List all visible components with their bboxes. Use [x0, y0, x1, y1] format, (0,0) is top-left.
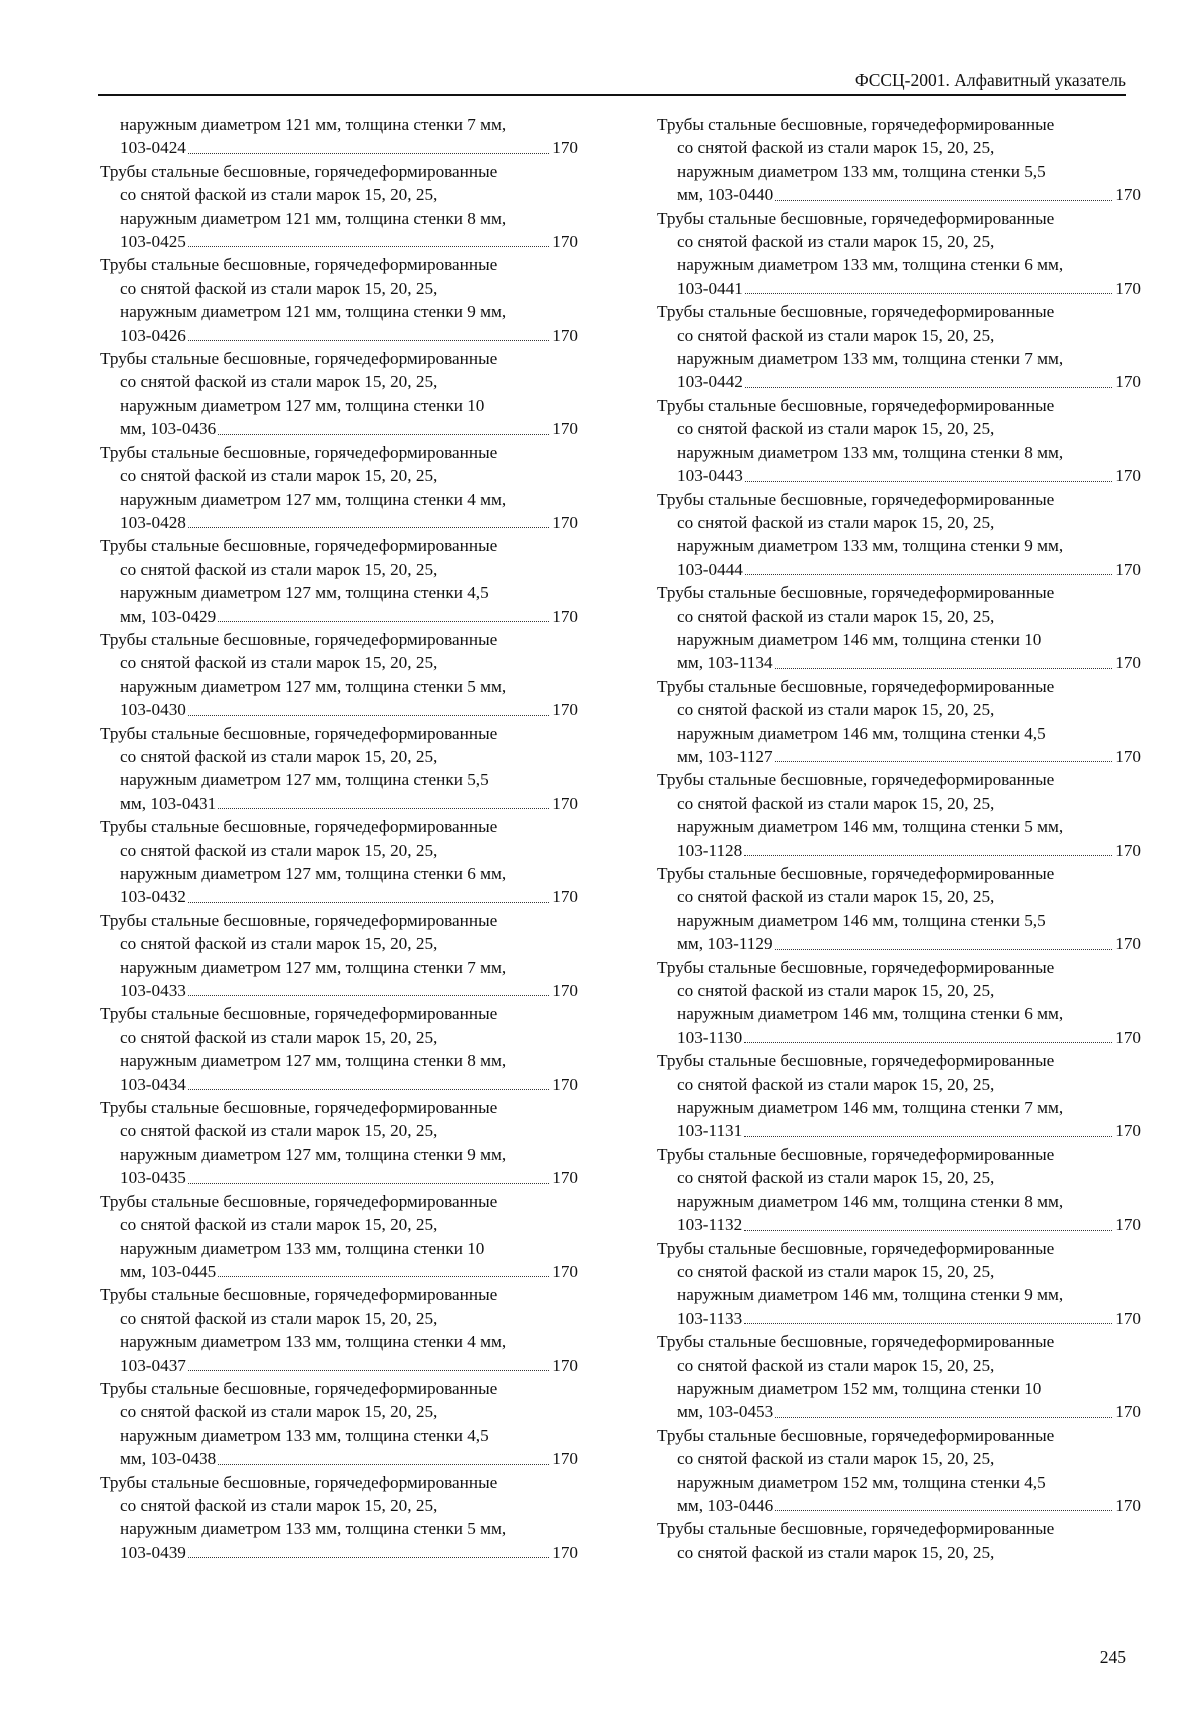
entry-text-line: наружным диаметром 133 мм, толщина стенки 4,5: [120, 1425, 489, 1445]
dot-leader: [744, 1213, 1112, 1230]
index-entry: [100, 113, 578, 160]
entry-reference-line: [100, 605, 578, 628]
entry-reference-line: [657, 839, 1141, 862]
entry-code: 103-0437: [120, 1355, 186, 1375]
index-entry: [657, 1517, 1141, 1564]
dot-leader: [744, 839, 1112, 856]
entry-page-ref: 170: [552, 1542, 578, 1562]
entry-text-line: со снятой фаской из стали марок 15, 20, 25,: [120, 1027, 438, 1047]
entry-text-line: Трубы стальные бесшовные, горячедеформированные: [657, 489, 1055, 509]
index-entry: [657, 956, 1141, 1050]
dot-leader: [775, 651, 1113, 668]
entry-code: мм, 103-0446: [677, 1495, 774, 1515]
entry-reference-line: [657, 558, 1141, 581]
running-title: ФССЦ-2001. Алфавитный указатель: [854, 70, 1126, 90]
index-column-left: [100, 113, 578, 1564]
entry-text-line: со снятой фаской из стали марок 15, 20, 25,: [120, 934, 438, 954]
entry-reference-line: [100, 136, 578, 159]
entry-reference-line: [657, 1307, 1141, 1330]
entry-reference-line: [657, 745, 1141, 768]
entry-text-line: со снятой фаской из стали марок 15, 20, 25,: [120, 1402, 438, 1422]
entry-reference-line: [100, 1541, 578, 1564]
entry-text-line: наружным диаметром 127 мм, толщина стенки 9 мм,: [120, 1144, 507, 1164]
index-entry: [100, 347, 578, 441]
entry-text-line: со снятой фаской из стали марок 15, 20, 25,: [120, 1215, 438, 1235]
entry-code: 103-0435: [120, 1168, 186, 1188]
entry-text-line: наружным диаметром 133 мм, толщина стенки 8 мм,: [677, 442, 1064, 462]
dot-leader: [188, 885, 549, 902]
entry-text-line: Трубы стальные бесшовные, горячедеформированные: [100, 910, 498, 930]
index-entry: [657, 300, 1141, 394]
index-entry: [657, 768, 1141, 862]
dot-leader: [188, 1354, 549, 1371]
entry-page-ref: 170: [552, 606, 578, 626]
entry-reference-line: [100, 1073, 578, 1096]
entry-code: 103-0442: [677, 372, 743, 392]
entry-page-ref: 170: [1115, 466, 1141, 486]
entry-reference-line: [657, 277, 1141, 300]
entry-text-line: Трубы стальные бесшовные, горячедеформированные: [657, 208, 1055, 228]
entry-page-ref: 170: [1115, 1308, 1141, 1328]
entry-text-line: наружным диаметром 133 мм, толщина стенки 9 мм,: [677, 536, 1064, 556]
dot-leader: [745, 464, 1112, 481]
entry-text-line: со снятой фаской из стали марок 15, 20, 25,: [120, 1495, 438, 1515]
entry-text-line: со снятой фаской из стали марок 15, 20, 25,: [677, 981, 995, 1001]
entry-text-line: наружным диаметром 121 мм, толщина стенки 7 мм,: [120, 115, 507, 134]
page-header: [98, 70, 1126, 96]
entry-page-ref: 170: [1115, 1215, 1141, 1235]
entry-text-line: со снятой фаской из стали марок 15, 20, 25,: [677, 700, 995, 720]
index-entry: [657, 207, 1141, 301]
entry-reference-line: [100, 1166, 578, 1189]
entry-page-ref: 170: [552, 1449, 578, 1469]
entry-text-line: со снятой фаской из стали марок 15, 20, 25,: [677, 1261, 995, 1281]
entry-code: мм, 103-0436: [120, 419, 217, 439]
dot-leader: [218, 417, 549, 434]
entry-text-line: со снятой фаской из стали марок 15, 20, 25,: [120, 466, 438, 486]
entry-reference-line: [100, 698, 578, 721]
entry-code: 103-0425: [120, 232, 186, 252]
entry-text-line: Трубы стальные бесшовные, горячедеформированные: [657, 1332, 1055, 1352]
entry-page-ref: 170: [1115, 1027, 1141, 1047]
entry-text-line: Трубы стальные бесшовные, горячедеформированные: [100, 1098, 498, 1118]
entry-text-line: наружным диаметром 133 мм, толщина стенки 6 мм,: [677, 255, 1064, 275]
dot-leader: [188, 136, 549, 153]
entry-code: мм, 103-0440: [677, 185, 774, 205]
entry-page-ref: 170: [552, 793, 578, 813]
entry-reference-line: [657, 183, 1141, 206]
entry-text-line: со снятой фаской из стали марок 15, 20, 25,: [677, 1355, 995, 1375]
entry-text-line: наружным диаметром 133 мм, толщина стенки 7 мм,: [677, 349, 1064, 369]
index-entry: [100, 722, 578, 816]
entry-reference-line: [657, 1213, 1141, 1236]
entry-page-ref: 170: [552, 1261, 578, 1281]
entry-text-line: наружным диаметром 146 мм, толщина стенки 8 мм,: [677, 1191, 1064, 1211]
entry-text-line: со снятой фаской из стали марок 15, 20, 25,: [677, 1074, 995, 1094]
entry-reference-line: [100, 1354, 578, 1377]
entry-page-ref: 170: [552, 232, 578, 252]
entry-text-line: наружным диаметром 133 мм, толщина стенки 10: [120, 1238, 485, 1258]
index-entry: [657, 1424, 1141, 1518]
dot-leader: [188, 230, 549, 247]
entry-page-ref: 170: [1115, 559, 1141, 579]
entry-page-ref: 170: [552, 1168, 578, 1188]
index-entry: [657, 1330, 1141, 1424]
entry-text-line: Трубы стальные бесшовные, горячедеформированные: [100, 161, 498, 181]
dot-leader: [218, 605, 549, 622]
entry-text-line: Трубы стальные бесшовные, горячедеформированные: [100, 442, 498, 462]
entry-text-line: со снятой фаской из стали марок 15, 20, 25,: [120, 746, 438, 766]
entry-reference-line: [657, 1026, 1141, 1049]
entry-page-ref: 170: [552, 1074, 578, 1094]
entry-text-line: Трубы стальные бесшовные, горячедеформированные: [100, 817, 498, 837]
entry-reference-line: [657, 1119, 1141, 1142]
entry-code: 103-0433: [120, 981, 186, 1001]
dot-leader: [218, 1447, 549, 1464]
dot-leader: [188, 511, 549, 528]
entry-code: 103-0428: [120, 512, 186, 532]
dot-leader: [188, 324, 549, 341]
entry-text-line: наружным диаметром 146 мм, толщина стенки 5,5: [677, 910, 1046, 930]
entry-text-line: наружным диаметром 121 мм, толщина стенки 8 мм,: [120, 208, 507, 228]
entry-text-line: наружным диаметром 127 мм, толщина стенки 5,5: [120, 770, 489, 790]
entry-text-line: со снятой фаской из стали марок 15, 20, 25,: [120, 653, 438, 673]
index-entry: [657, 394, 1141, 488]
entry-page-ref: 170: [1115, 653, 1141, 673]
dot-leader: [745, 277, 1112, 294]
entry-text-line: со снятой фаской из стали марок 15, 20, 25,: [677, 1542, 995, 1562]
entry-text-line: Трубы стальные бесшовные, горячедеформированные: [657, 1051, 1055, 1071]
entry-text-line: наружным диаметром 133 мм, толщина стенки 5,5: [677, 161, 1046, 181]
entry-text-line: со снятой фаской из стали марок 15, 20, 25,: [120, 1308, 438, 1328]
entry-page-ref: 170: [552, 512, 578, 532]
index-entry: [100, 1190, 578, 1284]
entry-text-line: наружным диаметром 152 мм, толщина стенки 4,5: [677, 1472, 1046, 1492]
entry-code: 103-1130: [677, 1027, 743, 1047]
entry-reference-line: [657, 370, 1141, 393]
entry-code: мм, 103-1129: [677, 934, 773, 954]
entry-text-line: Трубы стальные бесшовные, горячедеформированные: [657, 1144, 1055, 1164]
index-entry: [100, 909, 578, 1003]
entry-text-line: Трубы стальные бесшовные, горячедеформированные: [657, 770, 1055, 790]
entry-text-line: со снятой фаской из стали марок 15, 20, 25,: [677, 793, 995, 813]
entry-reference-line: [657, 1494, 1141, 1517]
dot-leader: [188, 1541, 549, 1558]
index-entry: [100, 1002, 578, 1096]
dot-leader: [218, 1260, 549, 1277]
entry-text-line: наружным диаметром 146 мм, толщина стенки 10: [677, 629, 1042, 649]
entry-text-line: со снятой фаской из стали марок 15, 20, 25,: [677, 887, 995, 907]
entry-text-line: Трубы стальные бесшовные, горячедеформированные: [657, 1238, 1055, 1258]
dot-leader: [188, 1166, 549, 1183]
index-entry: [100, 534, 578, 628]
dot-leader: [745, 370, 1112, 387]
entry-text-line: Трубы стальные бесшовные, горячедеформированные: [657, 957, 1055, 977]
entry-code: 103-1132: [677, 1215, 743, 1235]
entry-text-line: со снятой фаской из стали марок 15, 20, 25,: [120, 559, 438, 579]
entry-reference-line: [100, 1260, 578, 1283]
entry-code: 103-0432: [120, 887, 186, 907]
entry-text-line: Трубы стальные бесшовные, горячедеформированные: [657, 395, 1055, 415]
dot-leader: [188, 1073, 549, 1090]
entry-code: 103-0441: [677, 278, 743, 298]
entry-page-ref: 170: [552, 138, 578, 158]
entry-text-line: Трубы стальные бесшовные, горячедеформированные: [100, 1285, 498, 1305]
index-entry: [100, 160, 578, 254]
entry-reference-line: [657, 464, 1141, 487]
entry-page-ref: 170: [1115, 372, 1141, 392]
entry-page-ref: 170: [1115, 185, 1141, 205]
entry-text-line: наружным диаметром 146 мм, толщина стенки 4,5: [677, 723, 1046, 743]
entry-text-line: наружным диаметром 127 мм, толщина стенки 7 мм,: [120, 957, 507, 977]
entry-text-line: Трубы стальные бесшовные, горячедеформированные: [100, 1472, 498, 1492]
entry-code: 103-0426: [120, 325, 186, 345]
entry-text-line: наружным диаметром 152 мм, толщина стенки 10: [677, 1378, 1042, 1398]
entry-text-line: со снятой фаской из стали марок 15, 20, 25,: [120, 185, 438, 205]
dot-leader: [188, 979, 549, 996]
entry-code: мм, 103-0431: [120, 793, 217, 813]
entry-text-line: наружным диаметром 127 мм, толщина стенки 8 мм,: [120, 1051, 507, 1071]
entry-text-line: Трубы стальные бесшовные, горячедеформированные: [100, 1004, 498, 1024]
index-entry: [100, 628, 578, 722]
entry-text-line: наружным диаметром 133 мм, толщина стенки 5 мм,: [120, 1519, 507, 1539]
dot-leader: [775, 932, 1113, 949]
entry-text-line: со снятой фаской из стали марок 15, 20, 25,: [677, 606, 995, 626]
dot-leader: [188, 698, 549, 715]
entry-text-line: наружным диаметром 127 мм, толщина стенки 10: [120, 395, 485, 415]
dot-leader: [775, 183, 1112, 200]
entry-code: 103-0424: [120, 138, 186, 158]
entry-text-line: со снятой фаской из стали марок 15, 20, 25,: [677, 232, 995, 252]
entry-code: мм, 103-0429: [120, 606, 217, 626]
index-entry: [100, 815, 578, 909]
entry-code: мм, 103-1134: [677, 653, 773, 673]
entry-code: 103-1128: [677, 840, 743, 860]
index-entry: [657, 488, 1141, 582]
entry-text-line: наружным диаметром 127 мм, толщина стенки 4 мм,: [120, 489, 507, 509]
index-entry: [100, 1096, 578, 1190]
index-entry: [657, 113, 1141, 207]
entry-text-line: со снятой фаской из стали марок 15, 20, 25,: [677, 1168, 995, 1188]
entry-page-ref: 170: [552, 325, 578, 345]
index-entry: [657, 675, 1141, 769]
entry-text-line: со снятой фаской из стали марок 15, 20, 25,: [677, 325, 995, 345]
index-entry: [100, 1471, 578, 1565]
entry-text-line: со снятой фаской из стали марок 15, 20, 25,: [120, 372, 438, 392]
entry-reference-line: [657, 651, 1141, 674]
entry-text-line: Трубы стальные бесшовные, горячедеформированные: [100, 1191, 498, 1211]
entry-text-line: наружным диаметром 146 мм, толщина стенки 5 мм,: [677, 817, 1064, 837]
entry-page-ref: 170: [1115, 278, 1141, 298]
entry-text-line: Трубы стальные бесшовные, горячедеформированные: [100, 536, 498, 556]
index-entry: [100, 1377, 578, 1471]
dot-leader: [218, 792, 549, 809]
entry-text-line: Трубы стальные бесшовные, горячедеформированные: [657, 1425, 1055, 1445]
entry-text-line: со снятой фаской из стали марок 15, 20, 25,: [677, 138, 995, 158]
page-number: 245: [1099, 1647, 1126, 1667]
entry-page-ref: 170: [552, 700, 578, 720]
index-entry: [657, 1143, 1141, 1237]
entry-page-ref: 170: [552, 1355, 578, 1375]
entry-text-line: со снятой фаской из стали марок 15, 20, 25,: [677, 1449, 995, 1469]
entry-text-line: наружным диаметром 146 мм, толщина стенки 6 мм,: [677, 1004, 1064, 1024]
entry-text-line: Трубы стальные бесшовные, горячедеформированные: [657, 302, 1055, 322]
entry-page-ref: 170: [1115, 840, 1141, 860]
entry-text-line: Трубы стальные бесшовные, горячедеформированные: [100, 255, 498, 275]
entry-text-line: Трубы стальные бесшовные, горячедеформированные: [657, 676, 1055, 696]
entry-code: 103-0439: [120, 1542, 186, 1562]
entry-text-line: со снятой фаской из стали марок 15, 20, 25,: [120, 840, 438, 860]
index-entry: [100, 253, 578, 347]
index-entry: [100, 1283, 578, 1377]
entry-code: мм, 103-1127: [677, 746, 773, 766]
entry-page-ref: 170: [552, 887, 578, 907]
entry-page-ref: 170: [1115, 1495, 1141, 1515]
entry-text-line: Трубы стальные бесшовные, горячедеформированные: [100, 723, 498, 743]
entry-text-line: наружным диаметром 121 мм, толщина стенки 9 мм,: [120, 302, 507, 322]
index-column-right: [657, 113, 1141, 1564]
entry-text-line: наружным диаметром 133 мм, толщина стенки 4 мм,: [120, 1332, 507, 1352]
entry-code: 103-0444: [677, 559, 743, 579]
entry-page-ref: 170: [552, 419, 578, 439]
entry-code: мм, 103-0445: [120, 1261, 217, 1281]
entry-code: 103-0443: [677, 466, 743, 486]
entry-text-line: Трубы стальные бесшовные, горячедеформированные: [657, 864, 1055, 883]
entry-code: 103-1131: [677, 1121, 743, 1141]
entry-code: мм, 103-0438: [120, 1449, 217, 1469]
entry-page-ref: 170: [1115, 1121, 1141, 1141]
entry-text-line: наружным диаметром 127 мм, толщина стенки 6 мм,: [120, 864, 507, 883]
entry-text-line: наружным диаметром 146 мм, толщина стенки 9 мм,: [677, 1285, 1064, 1305]
entry-reference-line: [100, 230, 578, 253]
entry-reference-line: [657, 1400, 1141, 1423]
entry-text-line: Трубы стальные бесшовные, горячедеформированные: [657, 1519, 1055, 1539]
dot-leader: [775, 1400, 1112, 1417]
entry-text-line: со снятой фаской из стали марок 15, 20, 25,: [677, 512, 995, 532]
entry-text-line: наружным диаметром 127 мм, толщина стенки 5 мм,: [120, 676, 507, 696]
entry-text-line: со снятой фаской из стали марок 15, 20, 25,: [120, 1121, 438, 1141]
index-entry: [657, 581, 1141, 675]
dot-leader: [744, 1119, 1112, 1136]
index-entry: [657, 1049, 1141, 1143]
index-entry: [657, 862, 1141, 956]
entry-page-ref: 170: [552, 981, 578, 1001]
entry-reference-line: [100, 792, 578, 815]
entry-code: 103-1133: [677, 1308, 743, 1328]
entry-reference-line: [100, 979, 578, 1002]
entry-code: 103-0430: [120, 700, 186, 720]
entry-code: мм, 103-0453: [677, 1402, 774, 1422]
dot-leader: [775, 1494, 1112, 1511]
index-entry: [657, 1237, 1141, 1331]
entry-text-line: со снятой фаской из стали марок 15, 20, 25,: [677, 419, 995, 439]
entry-text-line: Трубы стальные бесшовные, горячедеформированные: [100, 1378, 498, 1398]
dot-leader: [744, 1026, 1112, 1043]
entry-reference-line: [100, 885, 578, 908]
entry-text-line: Трубы стальные бесшовные, горячедеформированные: [100, 629, 498, 649]
entry-text-line: наружным диаметром 146 мм, толщина стенки 7 мм,: [677, 1098, 1064, 1118]
entry-text-line: наружным диаметром 127 мм, толщина стенки 4,5: [120, 583, 489, 603]
entry-page-ref: 170: [1115, 746, 1141, 766]
index-entry: [100, 441, 578, 535]
entry-reference-line: [100, 324, 578, 347]
entry-page-ref: 170: [1115, 934, 1141, 954]
entry-text-line: Трубы стальные бесшовные, горячедеформированные: [657, 583, 1055, 603]
entry-reference-line: [100, 511, 578, 534]
entry-code: 103-0434: [120, 1074, 186, 1094]
entry-text-line: со снятой фаской из стали марок 15, 20, 25,: [120, 278, 438, 298]
dot-leader: [744, 1307, 1112, 1324]
entry-reference-line: [100, 1447, 578, 1470]
dot-leader: [745, 558, 1112, 575]
entry-page-ref: 170: [1115, 1402, 1141, 1422]
entry-text-line: Трубы стальные бесшовные, горячедеформированные: [100, 349, 498, 369]
entry-reference-line: [657, 932, 1141, 955]
entry-reference-line: [100, 417, 578, 440]
entry-text-line: Трубы стальные бесшовные, горячедеформированные: [657, 115, 1055, 134]
dot-leader: [775, 745, 1113, 762]
